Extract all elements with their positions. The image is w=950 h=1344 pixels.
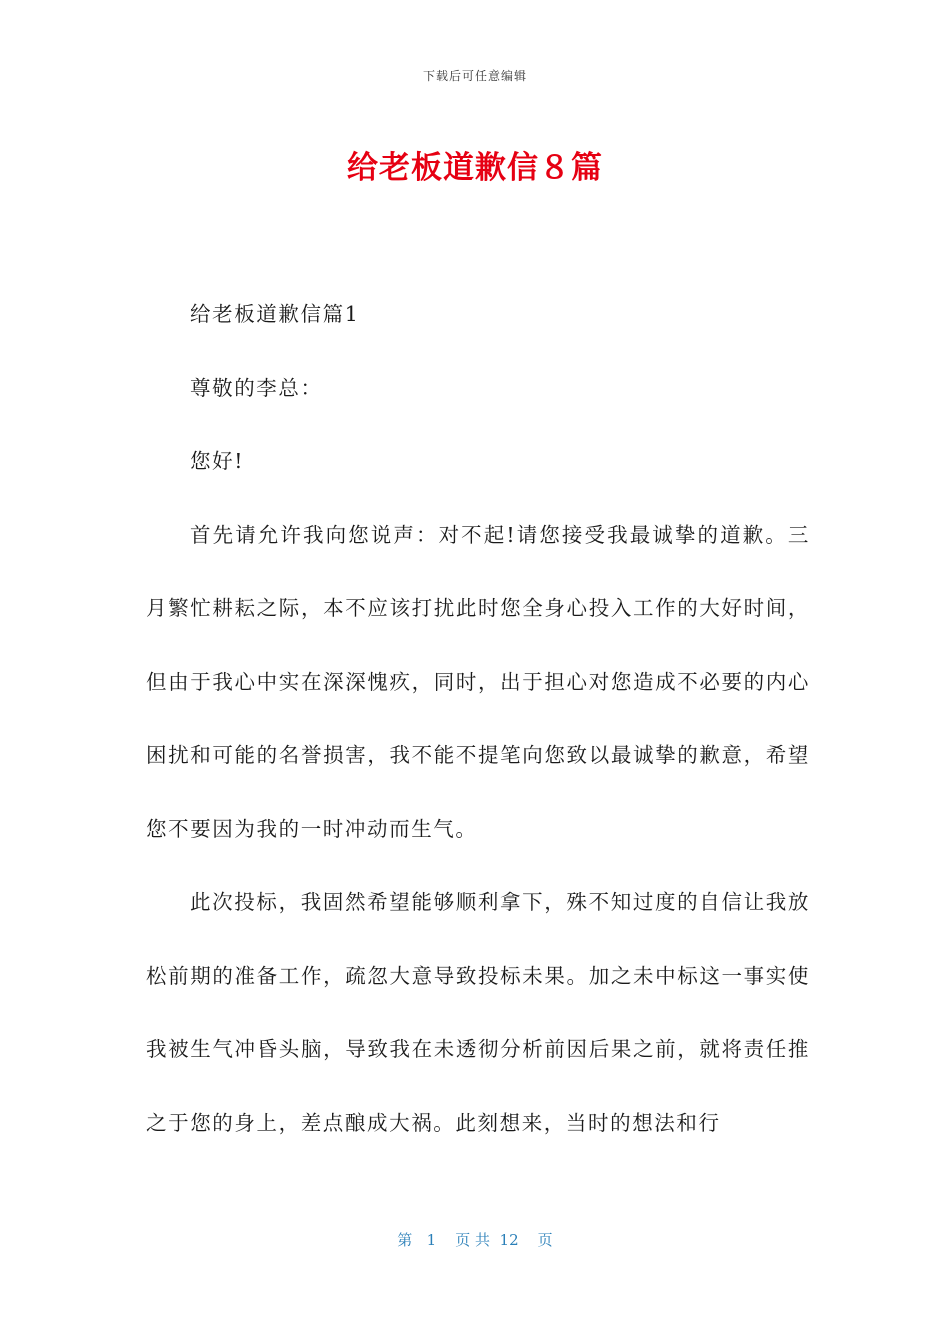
page-footer: 第 1 页 共 12 页 xyxy=(397,1231,553,1249)
salutation: 尊敬的李总： xyxy=(190,375,323,400)
body-paragraph: 此次投标，我固然希望能够顺利拿下，殊不知过度的自信让我放松前期的准备工作，疏忽大意导致投标未果。加之未中标这一事实使我被生气冲昏头脑，导致我在未透彻分析前因后果之前，就将责任推之于您的身上，差点酿成大祸。此刻想来，当时的想法和行 xyxy=(146,890,810,1135)
greeting: 您好! xyxy=(190,449,245,473)
body-paragraph: 首先请允许我向您说声：对不起!请您接受我最诚挚的道歉。三月繁忙耕耘之际，本不应该打扰此时您全身心投入工作的大好时间，但由于我心中实在深深愧疚，同时，出于担心对您造成不必要的内心困扰和可能的名誉损害，我不能不提笔向您致以最诚挚的歉意，希望您不要因为我的一时冲动而生气。 xyxy=(146,522,810,841)
document-title: 给老板道歉信８篇 xyxy=(347,150,603,186)
header-note: 下载后可任意编辑 xyxy=(422,69,527,83)
document-body xyxy=(146,278,810,1160)
heading-letter-1: 给老板道歉信篇1 xyxy=(190,302,360,326)
